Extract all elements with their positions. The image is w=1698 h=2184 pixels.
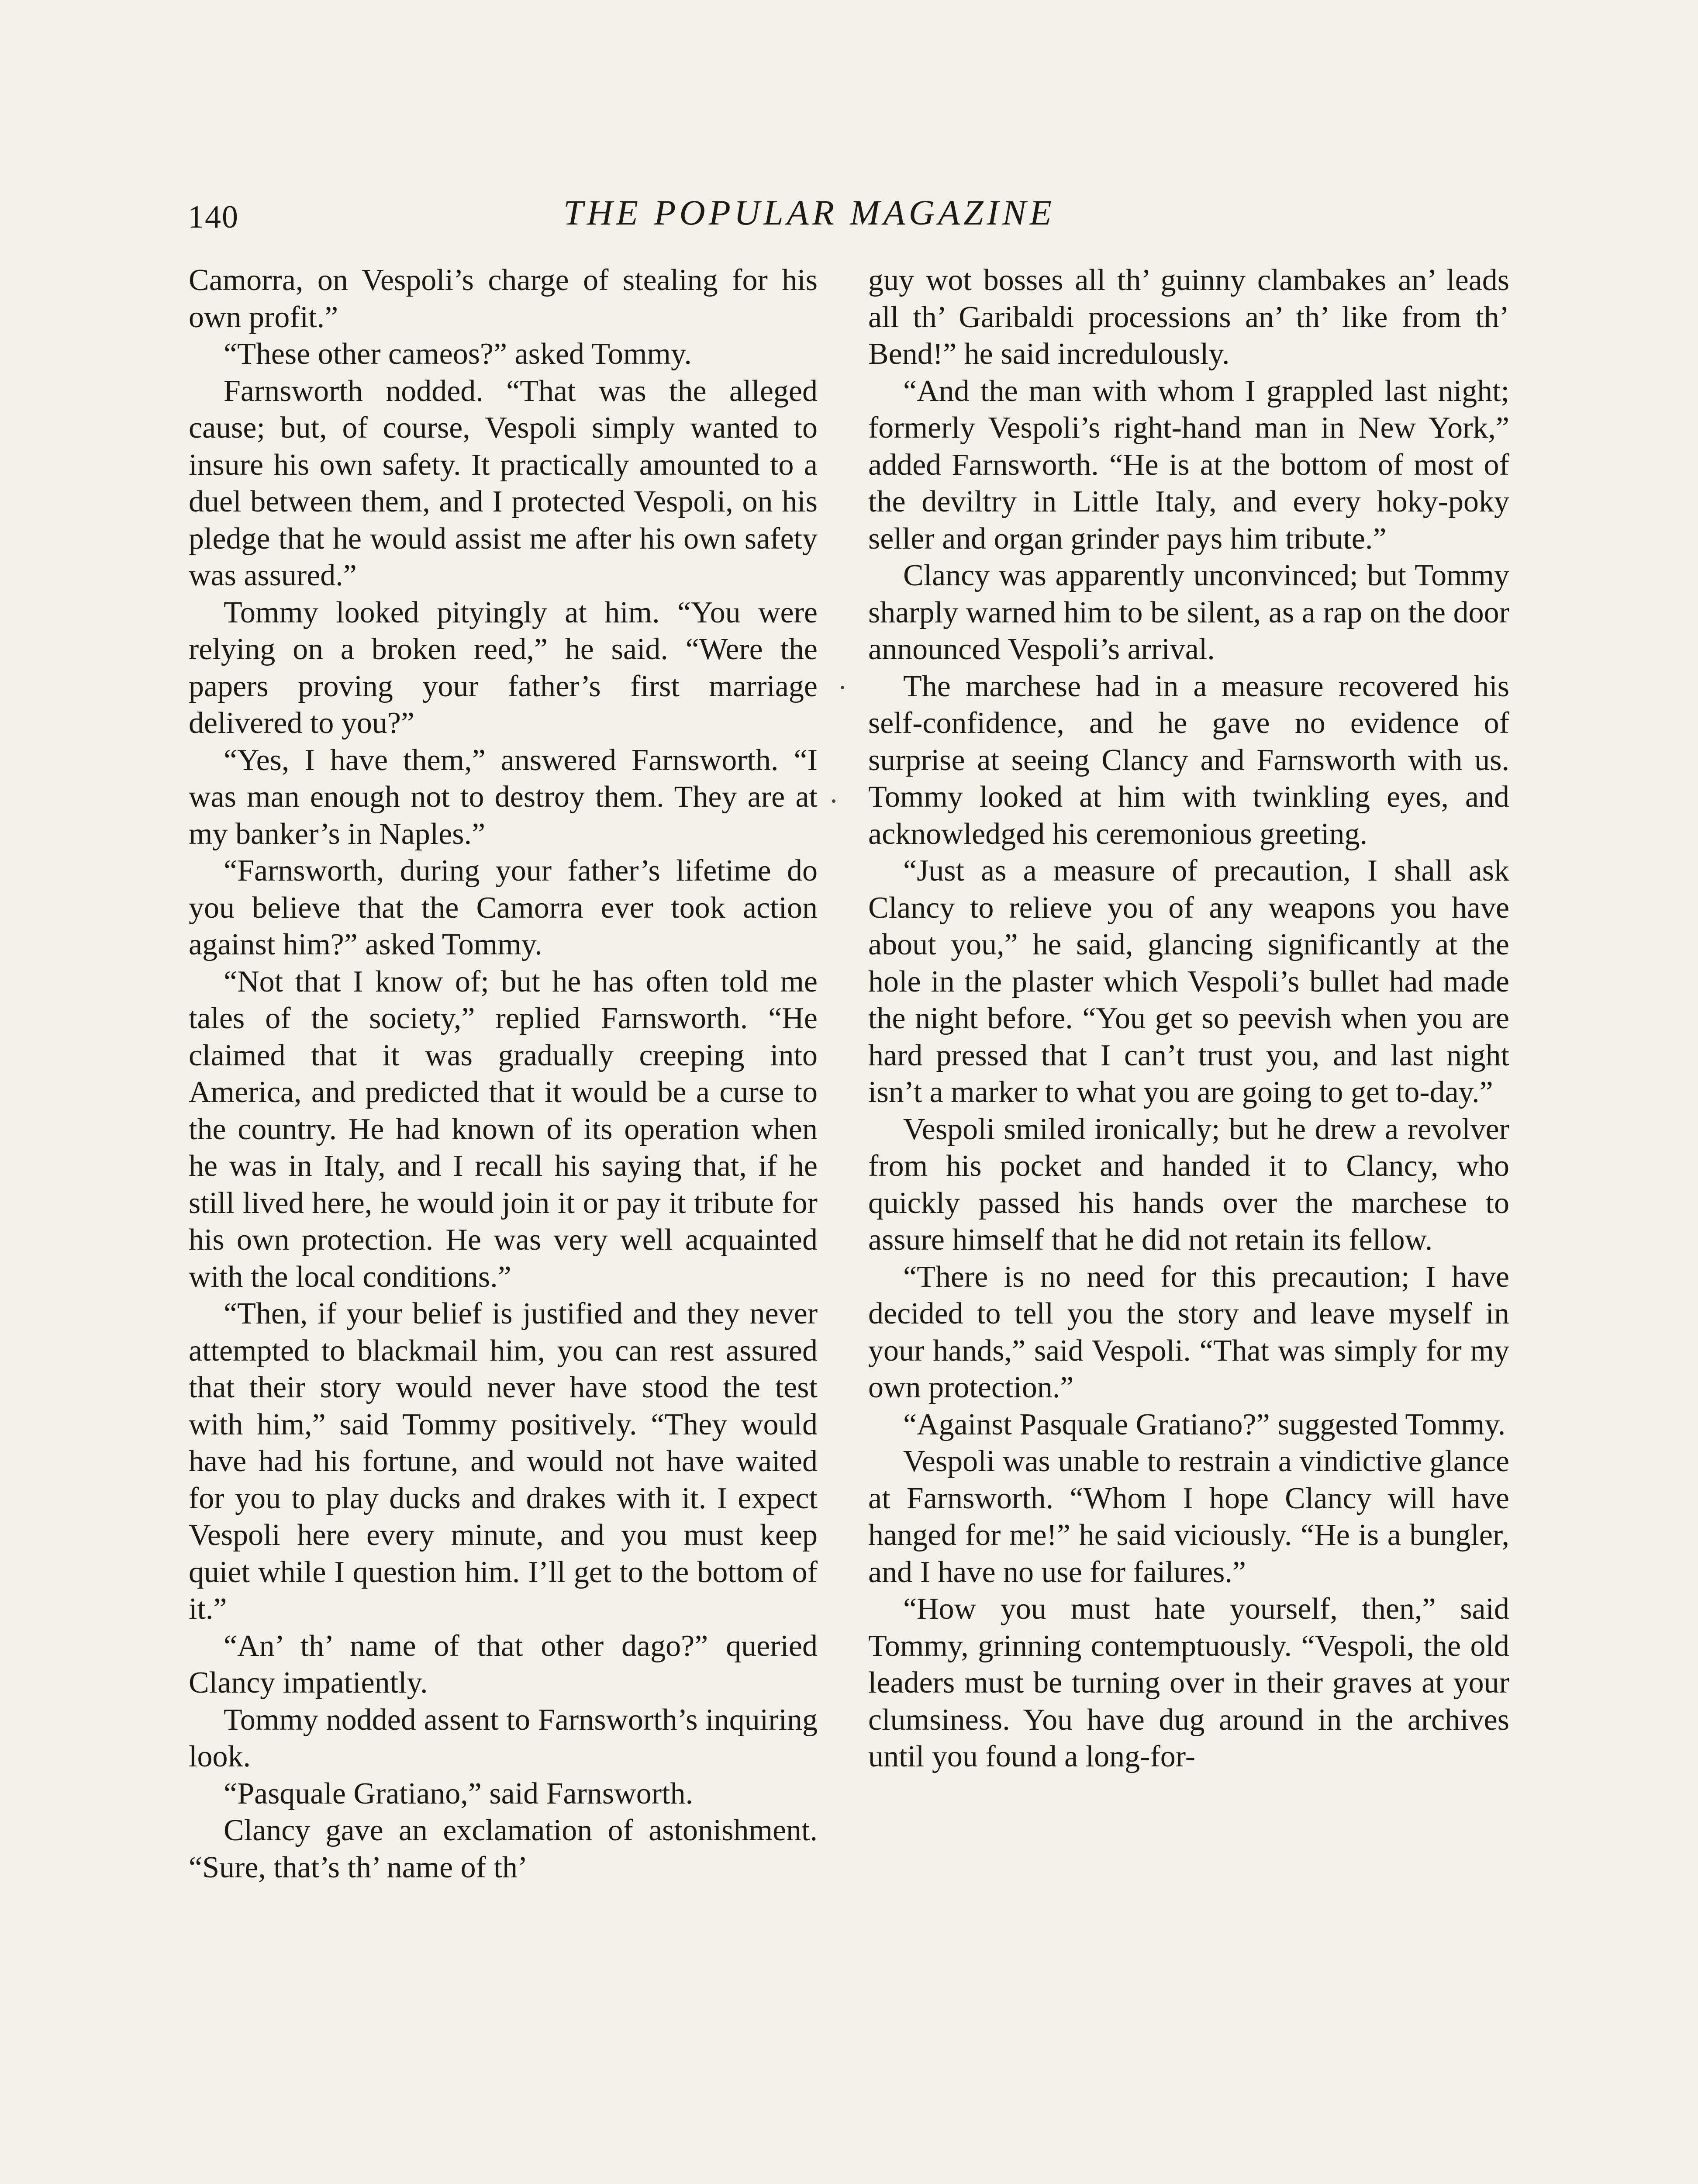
paragraph: “There is no need for this precaution; I have decided to tell you the story and leave myself in your hands,” said Vespoli. “That was simply for my own protection.” bbox=[868, 1260, 1509, 1404]
paragraph: “How you must hate yourself, then,” said Tommy, grinning contemptuously. “Vespoli, the old leaders must be turning over in their graves at your clumsiness. You have dug around in the archives until you found a long-for- bbox=[868, 1592, 1509, 1773]
paragraph: “Pasquale Gratiano,” said Farnsworth. bbox=[224, 1776, 693, 1811]
paragraph: Vespoli was unable to restrain a vindictive glance at Farnsworth. “Whom I hope Clancy will have hanged for me!” he said viciously. “He is a bungler, and I have no use for failures.” bbox=[868, 1444, 1509, 1589]
paragraph: “Yes, I have them,” answered Farnsworth. “I was man enough not to destroy them. They are at my banker’s in Naples.” bbox=[189, 743, 818, 851]
paragraph: “These other cameos?” asked Tommy. bbox=[224, 337, 692, 371]
paragraph: Farnsworth nodded. “That was the alleged cause; but, of course, Vespoli simply wanted to insure his own safety. It practically amounted to a duel between them, and I protected Vespoli, on his pledge that he would assist me after his own safety was assured.” bbox=[189, 374, 818, 592]
paragraph: Camorra, on Vespoli’s charge of stealing for his own profit.” bbox=[189, 263, 818, 334]
paragraph: The marchese had in a measure recovered his self-confidence, and he gave no evidence of surprise at seeing Clancy and Farnsworth with us. Tommy looked at him with twinkling eyes, and acknowledged his ceremonious greeting. bbox=[868, 669, 1509, 851]
paragraph: “Not that I know of; but he has often told me tales of the society,” replied Farnsworth. “He claimed that it was gradually creeping into America, and predicted that it would be a curse to the country. He had known of its operation when he was in Italy, and I recall his saying that, if he still lived here, he would join it or pay it tribute for his own protection. He was very well acquainted with the local conditions.” bbox=[189, 964, 818, 1294]
paragraph: “And the man with whom I grappled last night; formerly Vespoli’s right-hand man in New York,” added Farnsworth. “He is at the bottom of most of the deviltry in Little Italy, and every hoky-poky seller and organ grinder pays him tribute.” bbox=[868, 374, 1509, 556]
paragraph: “Then, if your belief is justified and they never attempted to blackmail him, you can rest assured that their story would never have stood the test with him,” said Tommy positively. “They would have had his fortune, and would not have waited for you to play ducks and drakes with it. I expect Vespoli here every minute, and you must keep quiet while I question him. I’ll get to the bottom of it.” bbox=[189, 1297, 818, 1626]
page-number: 140 bbox=[188, 199, 239, 235]
paragraph: “Against Pasquale Gratiano?” suggested Tommy. bbox=[903, 1407, 1506, 1441]
paragraph: Vespoli smiled ironically; but he drew a revolver from his pocket and handed it to Clancy, who quickly passed his hands over the marchese to assure himself that he did not retain its fellow. bbox=[868, 1112, 1509, 1257]
paragraph: guy wot bosses all th’ guinny clambakes an’ leads all th’ Garibaldi processions an’ th’ like from th’ Bend!” he said incredulously. bbox=[868, 263, 1509, 371]
paragraph: “Just as a measure of precaution, I shall ask Clancy to relieve you of any weapons you have about you,” he said, glancing significantly at the hole in the plaster which Vespoli’s bullet had made the night before. “You get so peevish when you are hard pressed that I can’t trust you, and last night isn’t a marker to what you are going to get to-day.” bbox=[868, 854, 1509, 1109]
paragraph: Tommy looked pityingly at him. “You were relying on a broken reed,” he said. “Were the papers proving your father’s first marriage delivered to you?” bbox=[189, 595, 818, 740]
left-text-column bbox=[189, 262, 818, 2184]
running-title: THE POPULAR MAGAZINE bbox=[563, 193, 1055, 232]
right-text-column bbox=[868, 262, 1509, 2184]
print-speck bbox=[832, 799, 835, 803]
paragraph: Clancy was apparently unconvinced; but Tommy sharply warned him to be silent, as a rap on the door announced Vespoli’s arrival. bbox=[868, 559, 1509, 666]
paragraph: Tommy nodded assent to Farnsworth’s inquiring look. bbox=[189, 1703, 818, 1773]
paragraph: Clancy gave an exclamation of astonishment. “Sure, that’s th’ name of th’ bbox=[189, 1814, 818, 1884]
print-speck bbox=[841, 686, 844, 689]
paragraph: “Farnsworth, during your father’s lifetime do you believe that the Camorra ever took action against him?” asked Tommy. bbox=[189, 854, 818, 961]
paragraph: “An’ th’ name of that other dago?” queried Clancy impatiently. bbox=[189, 1629, 818, 1700]
